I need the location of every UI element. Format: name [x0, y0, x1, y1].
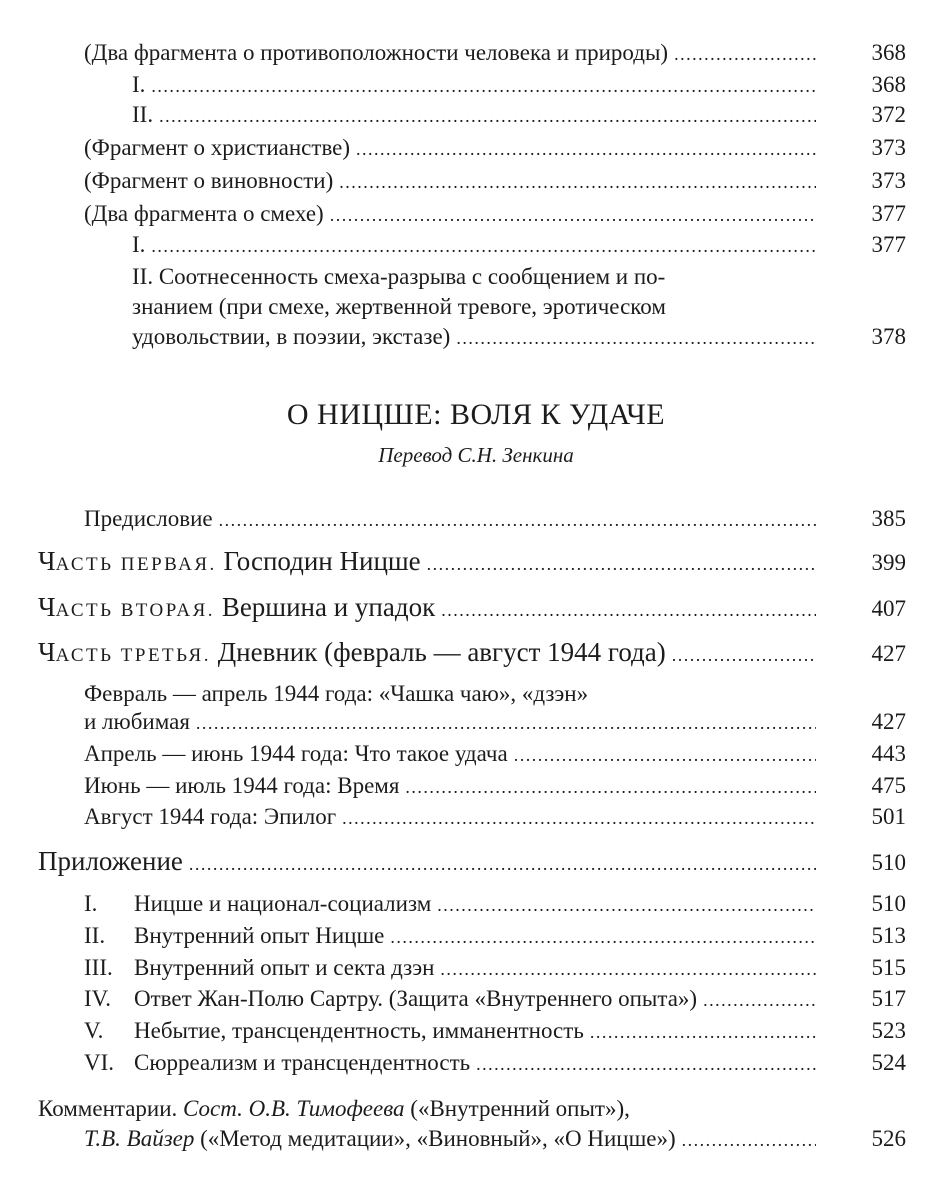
- part-label-rest: АСТЬ ТРЕТЬЯ.: [55, 645, 211, 666]
- appendix-item-title: [84, 1018, 584, 1044]
- appendix-item-title: [84, 923, 384, 949]
- comments-line-1: [38, 1096, 630, 1122]
- toc-entry-preface: [84, 506, 824, 532]
- entry-title: Июнь — июль 1944 года: Время: [84, 773, 400, 798]
- entry-title: (Фрагмент о христианстве): [84, 135, 351, 160]
- item-number: VI.: [84, 1050, 115, 1075]
- part-label: [38, 637, 211, 667]
- page-number: 513: [871, 923, 906, 948]
- part-label-rest: АСТЬ ПЕРВАЯ.: [55, 554, 217, 575]
- entry-title: Сюрреализм и трансцендентность: [134, 1050, 471, 1075]
- page-number: 510: [871, 850, 906, 875]
- page-number: 368: [871, 40, 906, 65]
- part-heading: [38, 592, 435, 623]
- entry-title-line: II. Соотнесенность смеха-разрыва с сообщением и по-: [132, 264, 666, 289]
- page-number: 427: [871, 641, 906, 666]
- entry-title: II.: [132, 102, 154, 127]
- item-number: IV.: [84, 986, 112, 1011]
- toc-entry-comments: [84, 1126, 824, 1152]
- appendix-item-title: [84, 955, 434, 981]
- entry-title: Господин Ницше: [223, 546, 421, 576]
- entry-title: удовольствии, в поэзии, экстазе): [132, 324, 451, 349]
- toc-entry: [84, 201, 824, 227]
- page-number: 501: [871, 804, 906, 829]
- toc-entry: [132, 72, 824, 98]
- part-label-rest: АСТЬ ВТОРАЯ.: [55, 600, 216, 621]
- entry-title: Вершина и упадок: [221, 592, 436, 622]
- appendix-item-title: [84, 1050, 470, 1076]
- page-number: 427: [871, 709, 906, 734]
- section-heading: О НИЦШЕ: ВОЛЯ К УДАЧЕ: [286, 398, 666, 431]
- entry-title: Дневник (февраль — август 1944 года): [217, 637, 666, 667]
- compiler-name: Сост. О.В. Тимофеева: [183, 1096, 405, 1121]
- page-number: 515: [871, 955, 906, 980]
- page-number: 378: [871, 324, 906, 349]
- entry-title: Внутренний опыт Ницше: [134, 923, 385, 948]
- toc-entry: [84, 804, 824, 830]
- comments-text: («Внутренний опыт»),: [410, 1096, 630, 1121]
- page-number: 372: [871, 102, 906, 127]
- entry-title: Август 1944 года: Эпилог: [84, 804, 337, 829]
- toc-entry: [84, 135, 824, 161]
- entry-title: и любимая: [84, 709, 190, 734]
- item-number: III.: [84, 955, 113, 980]
- toc-entry: [132, 232, 824, 258]
- page-number: 377: [871, 232, 906, 257]
- leader-dots: [440, 959, 816, 980]
- part-label-cap: Ч: [38, 592, 56, 622]
- entry-title-line: Февраль — апрель 1944 года: «Чашка чаю», «дзэн»: [84, 681, 589, 706]
- entry-title: I.: [132, 232, 146, 257]
- comments-label: Комментарии.: [38, 1096, 178, 1121]
- leader-dots: [682, 1130, 816, 1151]
- entry-title-line: знанием (при смехе, жертвенной тревоге, эротическом: [132, 294, 666, 319]
- leader-dots: [189, 854, 816, 875]
- appendix-item: [84, 1018, 824, 1044]
- leader-dots: [196, 713, 816, 734]
- entry-title: (Два фрагмента о противоположности человека и природы): [84, 40, 669, 65]
- leader-dots: [219, 510, 816, 531]
- leader-dots: [476, 1054, 816, 1075]
- page-number: 443: [871, 741, 906, 766]
- comments-line-2: [84, 1126, 676, 1152]
- leader-dots: [456, 328, 816, 349]
- page-number: 373: [871, 168, 906, 193]
- page-number: 523: [871, 1018, 906, 1043]
- page-number: 407: [871, 596, 906, 621]
- toc-entry-appendix: [38, 846, 824, 877]
- toc-entry: [84, 741, 824, 767]
- appendix-item: [84, 955, 824, 981]
- entry-title: (Два фрагмента о смехе): [84, 201, 324, 226]
- toc-entry: [84, 773, 824, 799]
- part-label-cap: Ч: [38, 546, 56, 576]
- leader-dots: [339, 172, 816, 193]
- compiler-name: Т.В. Вайзер: [84, 1126, 195, 1151]
- part-label-cap: Ч: [38, 637, 56, 667]
- leader-dots: [674, 44, 816, 65]
- appendix-item-title: [84, 891, 431, 917]
- leader-dots: [437, 895, 816, 916]
- leader-dots: [151, 236, 816, 257]
- appendix-item: [84, 986, 824, 1012]
- item-number: V.: [84, 1018, 104, 1043]
- page-number: 517: [871, 986, 906, 1011]
- toc-entry: [84, 40, 824, 66]
- part-label: [38, 592, 216, 622]
- leader-dots: [514, 745, 816, 766]
- part-label: [38, 546, 217, 576]
- entry-title: Апрель — июнь 1944 года: Что такое удача: [84, 741, 508, 766]
- leader-dots: [390, 927, 816, 948]
- appendix-item: [84, 923, 824, 949]
- toc-entry: [132, 324, 824, 350]
- page-number: 385: [871, 506, 906, 531]
- item-number: I.: [84, 891, 98, 916]
- leader-dots: [342, 808, 816, 829]
- leader-dots: [356, 139, 816, 160]
- entry-title: Ницше и национал-социализм: [134, 891, 432, 916]
- leader-dots: [441, 600, 816, 621]
- page-number: 368: [871, 72, 906, 97]
- part-heading: [38, 546, 421, 577]
- leader-dots: [151, 76, 816, 97]
- item-number: II.: [84, 923, 106, 948]
- page-number: 399: [871, 550, 906, 575]
- entry-title: Ответ Жан-Полю Сартру. (Защита «Внутреннего опыта»): [134, 986, 698, 1011]
- entry-title: Приложение: [38, 846, 183, 876]
- leader-dots: [405, 777, 816, 798]
- toc-entry-part: [38, 637, 824, 668]
- page-number: 377: [871, 201, 906, 226]
- toc-entry: [84, 709, 824, 735]
- leader-dots: [427, 554, 816, 575]
- page-number: 510: [871, 891, 906, 916]
- appendix-item: [84, 891, 824, 917]
- leader-dots: [672, 645, 816, 666]
- entry-title: Внутренний опыт и секта дзэн: [134, 955, 435, 980]
- leader-dots: [330, 205, 816, 226]
- page-number: 524: [871, 1050, 906, 1075]
- appendix-item: [84, 1050, 824, 1076]
- leader-dots: [703, 990, 816, 1011]
- page-number: 373: [871, 135, 906, 160]
- toc-entry: [84, 168, 824, 194]
- toc-entry-part: [38, 592, 824, 623]
- translator-credit: Перевод С.Н. Зенкина: [378, 443, 574, 467]
- page-number: 475: [871, 773, 906, 798]
- appendix-item-title: [84, 986, 697, 1012]
- toc-entry: [132, 102, 824, 128]
- entry-title: (Фрагмент о виновности): [84, 168, 334, 193]
- entry-title: Небытие, трансцендентность, имманентность: [134, 1018, 584, 1043]
- leader-dots: [590, 1022, 816, 1043]
- comments-text: («Метод медитации», «Виновный», «О Ницше»): [200, 1126, 676, 1151]
- part-heading: [38, 637, 666, 668]
- leader-dots: [159, 106, 816, 127]
- entry-title: Предисловие: [84, 506, 213, 531]
- toc-entry-part: [38, 546, 824, 577]
- page-number: 526: [871, 1126, 906, 1151]
- entry-title: I.: [132, 72, 146, 97]
